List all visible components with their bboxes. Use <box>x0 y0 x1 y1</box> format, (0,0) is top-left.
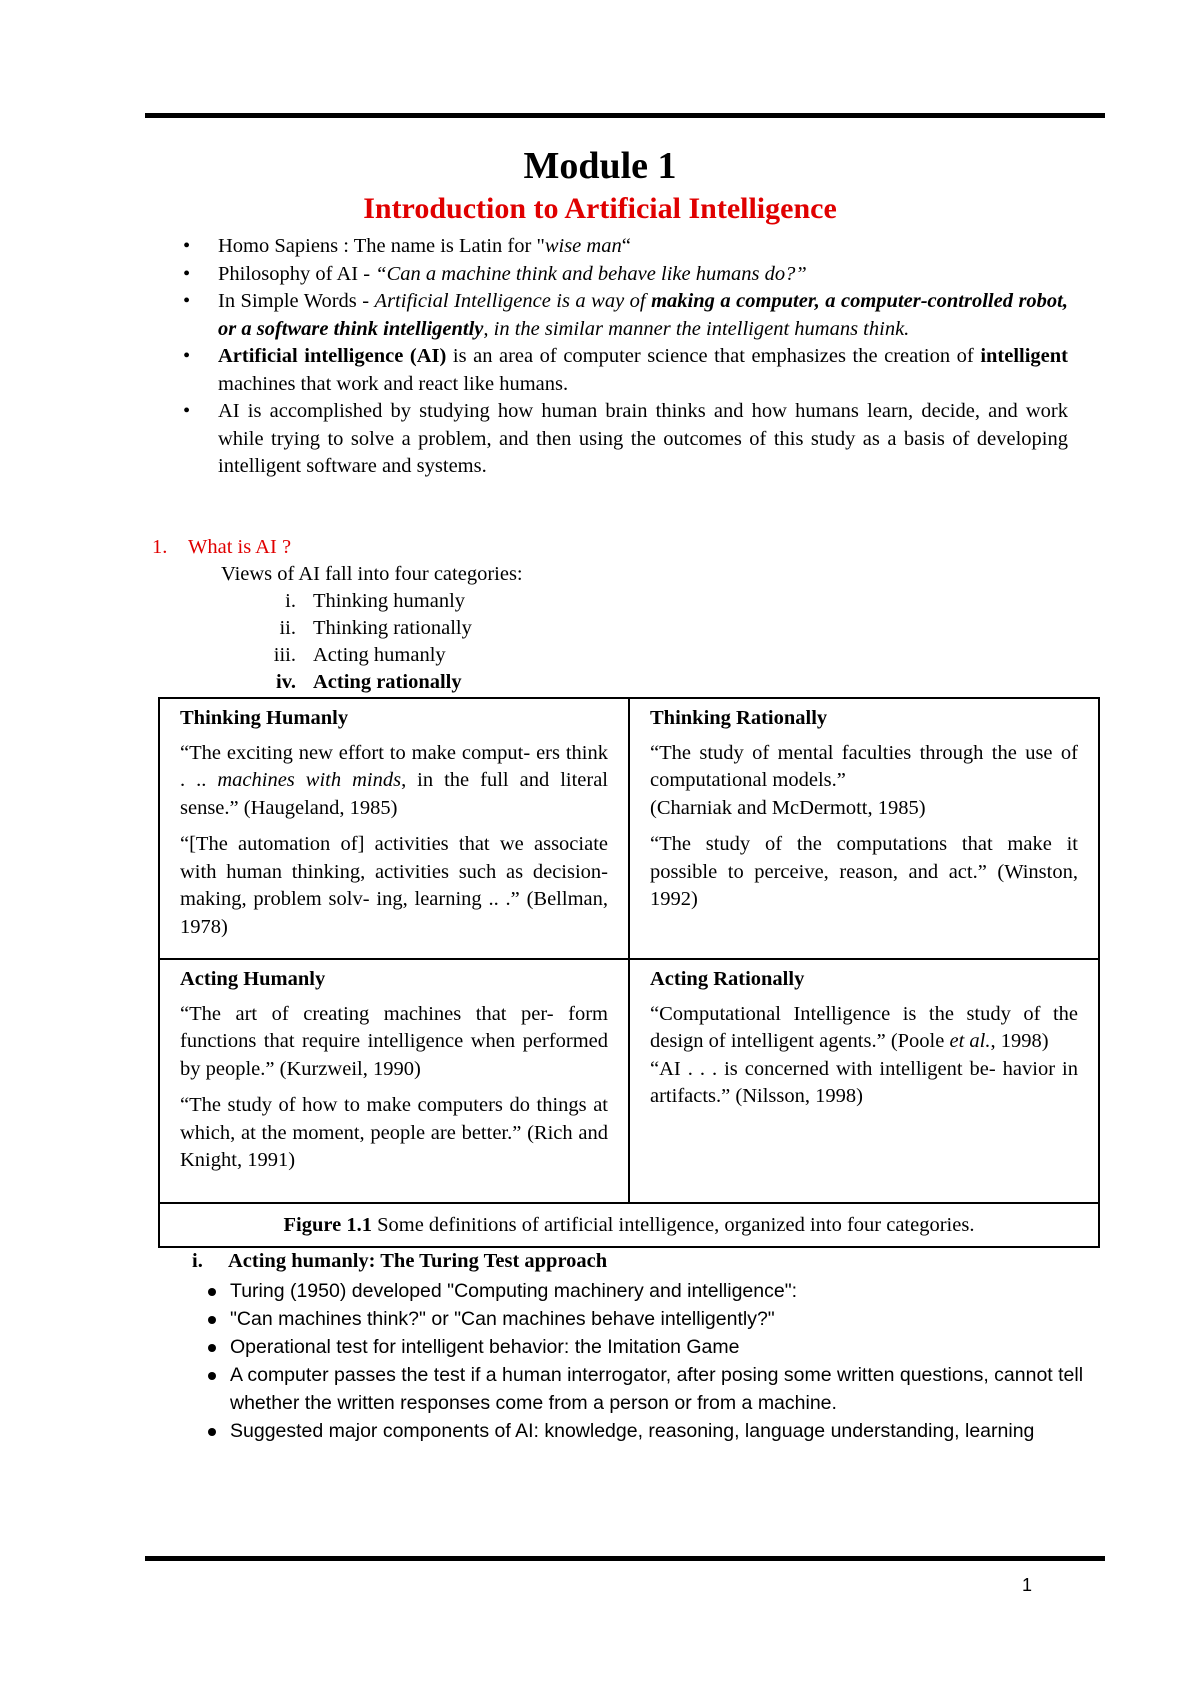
page-number: 1 <box>1022 1575 1033 1595</box>
intro-bullet-list <box>183 233 1068 481</box>
bullet-text: Philosophy of AI - <box>218 262 376 285</box>
ai-definitions-table <box>158 697 1100 1248</box>
intro-bullet-philosophy <box>183 261 1068 289</box>
section-intro: Views of AI fall into four categories: <box>221 563 523 585</box>
figure-label: Figure 1.1 <box>283 1214 372 1236</box>
category-item <box>240 617 640 640</box>
quote-text: “The exciting new effort to make comput- ers think . .. <box>180 741 608 791</box>
module-title: Module 1 <box>523 145 677 187</box>
top-rule <box>145 113 1105 118</box>
section-number: 1. <box>152 536 168 558</box>
bullet-dot <box>208 1428 216 1436</box>
bullet-bold: Artificial intelligence <box>218 345 404 367</box>
bullet-text: is an area of computer science that emphasizes the creation of <box>446 345 981 367</box>
category-label: Acting humanly <box>313 644 446 666</box>
bullet-text: AI is accomplished by studying how human brain thinks and how humans learn, decide, and work while trying to solve a problem, and then using the outcomes of this study as a basis of developing intelligent software and systems. <box>218 400 1068 477</box>
definition-quote: “The art of creating machines that per- form functions that require intelligence when performed by people.” (Kurzweil, 1990) <box>180 1002 608 1080</box>
definition-quote: “AI . . . is concerned with intelligent be- havior in artifacts.” (Nilsson, 1998) <box>650 1057 1078 1107</box>
category-item <box>240 671 640 694</box>
bullet-bold: (AI) <box>409 345 447 367</box>
definition-quote: “[The automation of] activities that we associate with human thinking, activities such as decision-making, problem solv- ing, learning .. .” (Bellman, 1978) <box>180 833 608 938</box>
cell-thinking-rationally <box>629 698 1099 959</box>
intro-bullet-ai-accomplished <box>183 398 1068 481</box>
quote-text: , 1998) <box>990 1030 1049 1052</box>
bullet-bold-italic: making a computer, a computer-controlled robot, or a software think intelligently <box>218 290 1068 340</box>
bullet-text: "Can machines think?" or "Can machines behave intelligently?" <box>230 1308 775 1330</box>
bullet-glyph: • <box>183 262 191 285</box>
bullet-glyph: • <box>183 400 191 422</box>
turing-bullet <box>205 1361 1085 1417</box>
bullet-italic: wise man <box>544 235 622 257</box>
cell-heading: Thinking Rationally <box>650 707 828 729</box>
bullet-text: Operational test for intelligent behavior: the Imitation Game <box>230 1336 740 1358</box>
subsection-title: Acting humanly: The Turing Test approach <box>228 1250 608 1272</box>
definition-quote <box>180 740 608 823</box>
definition-quote: “The study of the computations that make it possible to perceive, reason, and act.” (Winston, 1992) <box>650 833 1078 910</box>
turing-bullet <box>205 1305 1085 1333</box>
bullet-glyph: • <box>183 290 191 312</box>
module-subtitle: Introduction to Artificial Intelligence <box>363 192 837 225</box>
bullet-dot <box>208 1316 216 1324</box>
bullet-dot <box>208 1344 216 1352</box>
category-number: i. <box>285 590 296 612</box>
cell-acting-humanly <box>159 959 629 1203</box>
definition-quote: “The study of how to make computers do things at which, at the moment, people are better.” (Rich and Knight, 1991) <box>180 1094 608 1171</box>
bullet-text: In Simple Words - <box>218 290 375 312</box>
cell-acting-rationally <box>629 959 1099 1203</box>
category-item <box>240 590 640 613</box>
subsection-number: i. <box>192 1250 203 1272</box>
bullet-text: “ <box>621 235 631 257</box>
section-heading-what-is-ai <box>152 536 291 559</box>
turing-bullet <box>205 1277 1085 1305</box>
definition-quote <box>650 1001 1078 1056</box>
category-label: Acting rationally <box>313 671 462 693</box>
category-number: iii. <box>273 644 296 666</box>
intro-bullet-simple-words <box>183 288 1068 343</box>
bullet-text: Turing (1950) developed "Computing machinery and intelligence": <box>230 1280 798 1302</box>
definition-quote: “The study of mental faculties through the use of computational models.” <box>650 741 1078 791</box>
figure-caption <box>159 1203 1099 1247</box>
bullet-glyph: • <box>183 345 191 367</box>
bullet-text: A computer passes the test if a human interrogator, after posing some written questions, cannot tell whether the written responses come from a person or from a machine. <box>230 1364 1084 1414</box>
cell-heading: Thinking Humanly <box>180 707 349 729</box>
bullet-text: machines that work and react like humans. <box>218 372 569 395</box>
bullet-dot <box>208 1372 216 1380</box>
category-label: Thinking humanly <box>313 590 466 612</box>
category-item <box>240 644 640 667</box>
cell-thinking-humanly <box>159 698 629 959</box>
category-number: iv. <box>276 671 296 693</box>
bullet-glyph: • <box>183 235 191 257</box>
bullet-italic: , in the similar manner the intelligent humans think. <box>483 317 910 340</box>
quote-text: “Computational Intelligence is the study of the design of intelligent agents.” (Poole <box>650 1002 1078 1052</box>
quote-text: , in the full and literal sense.” (Haugeland, 1985) <box>180 769 608 819</box>
turing-test-heading <box>192 1250 607 1273</box>
turing-bullet <box>205 1333 1085 1361</box>
bullet-bold: intelligent <box>980 345 1069 367</box>
bullet-text: Homo Sapiens : The name is Latin for " <box>218 235 545 257</box>
category-number: ii. <box>279 617 296 639</box>
quote-italic: et al. <box>949 1030 991 1052</box>
section-title: What is AI ? <box>188 536 292 558</box>
turing-bullet-list <box>205 1277 1085 1445</box>
cell-heading: Acting Rationally <box>650 968 805 990</box>
figure-caption-text: Some definitions of artificial intelligence, organized into four categories. <box>371 1214 975 1236</box>
bottom-rule <box>145 1556 1105 1561</box>
definition-citation: (Charniak and McDermott, 1985) <box>650 796 926 819</box>
bullet-text: Suggested major components of AI: knowledge, reasoning, language understanding, learning <box>230 1420 1035 1442</box>
intro-bullet-homo-sapiens <box>183 233 1068 261</box>
bullet-italic: “Can a machine think and behave like humans do?” <box>375 262 807 285</box>
turing-bullet <box>205 1417 1085 1445</box>
category-label: Thinking rationally <box>313 617 472 639</box>
cell-heading: Acting Humanly <box>180 968 326 990</box>
quote-italic: machines with minds <box>217 769 402 791</box>
bullet-italic: Artificial Intelligence is a way of <box>374 290 652 312</box>
bullet-dot <box>208 1288 216 1296</box>
intro-bullet-ai-definition <box>183 343 1068 398</box>
